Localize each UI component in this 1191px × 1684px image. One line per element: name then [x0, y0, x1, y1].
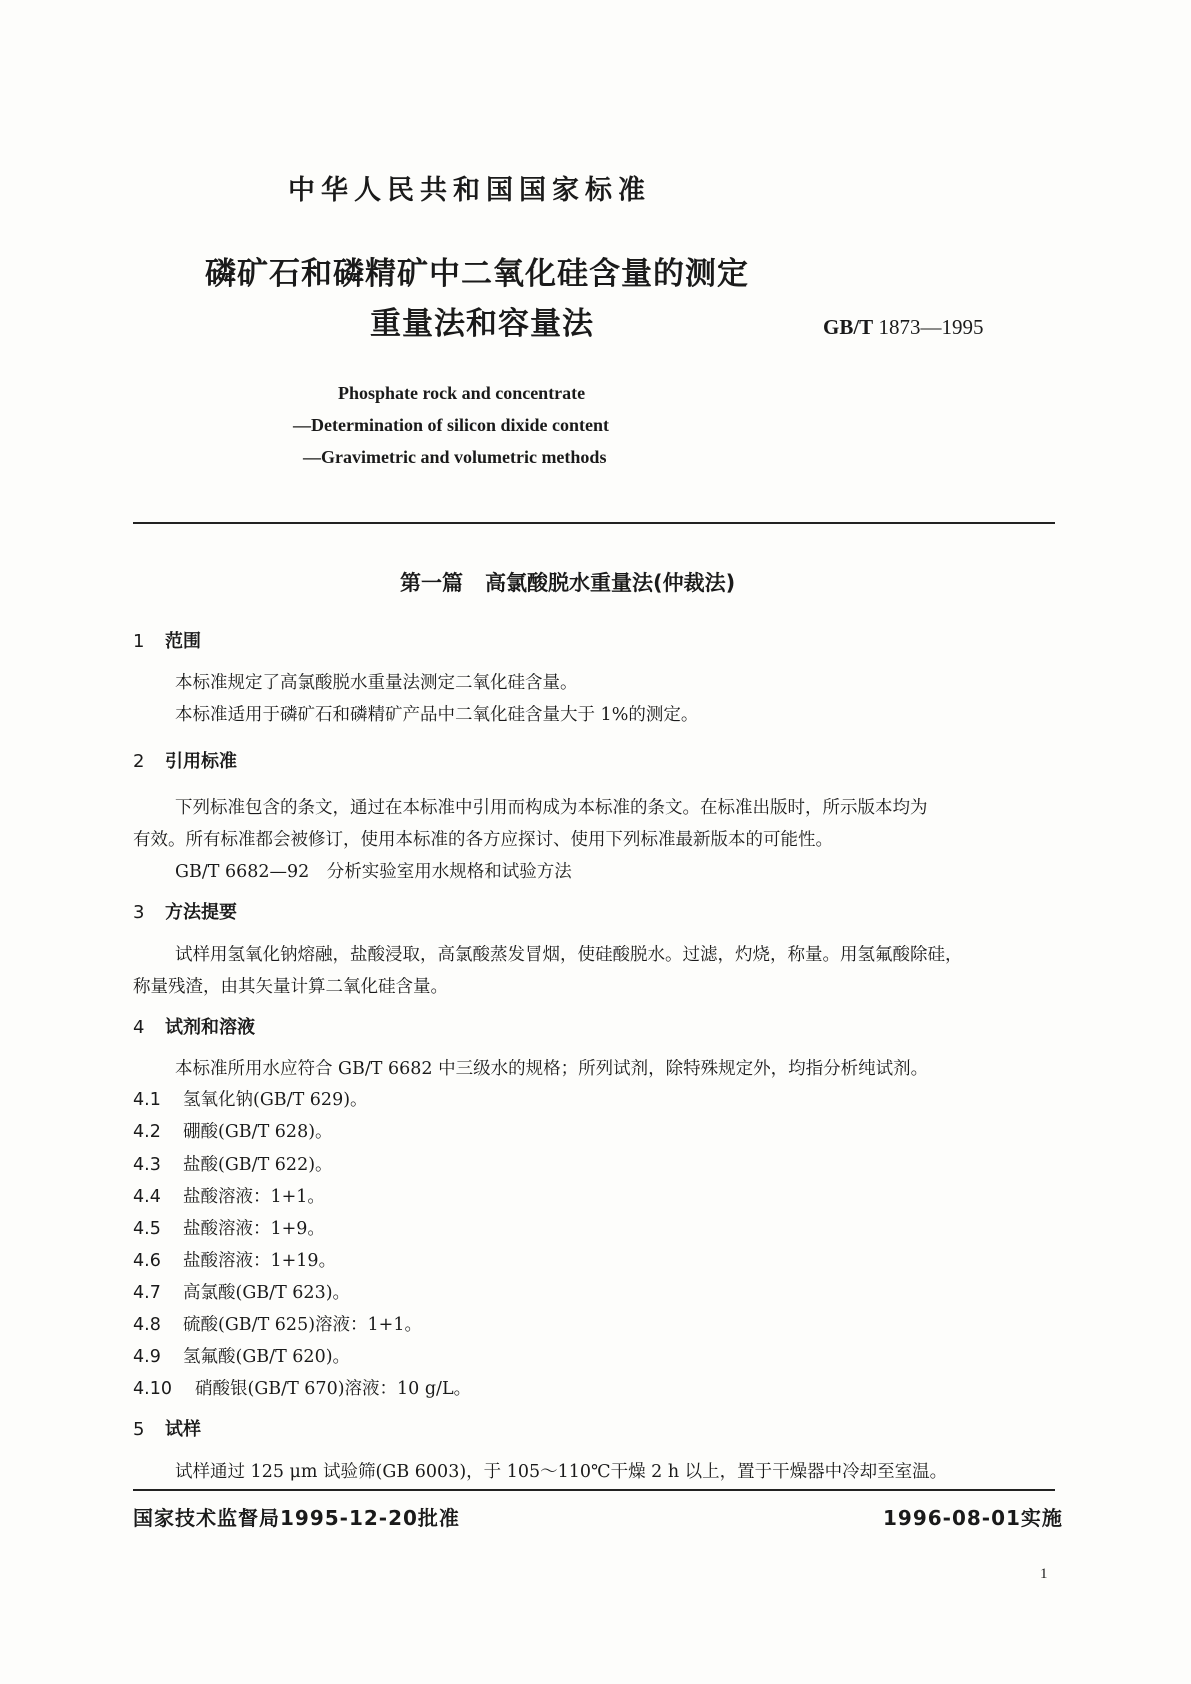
part-title — [400, 567, 735, 597]
document-title-line2: 重量法和容量法 — [370, 306, 594, 342]
section-title: 范围 — [165, 631, 201, 652]
section-number: 3 — [133, 902, 145, 923]
part-label: 第一篇 — [400, 571, 463, 595]
reference-item: GB/T 6682—92 分析实验室用水规格和试验方法 — [175, 862, 572, 882]
paragraph: 本标准规定了高氯酸脱水重量法测定二氧化硅含量。 — [175, 673, 578, 693]
document-title-line1: 磷矿石和磷精矿中二氧化硅含量的测定 — [205, 256, 749, 292]
english-title-line2: —Determination of silicon dixide content — [293, 415, 609, 435]
paragraph: 本标准所用水应符合 GB/T 6682 中三级水的规格；所列试剂，除特殊规定外，均指分析纯试剂。 — [175, 1059, 929, 1079]
standard-code: GB/T — [823, 315, 874, 339]
reagent-item: 4.3 盐酸(GB/T 622)。 — [133, 1155, 333, 1175]
paragraph: 称量残渣，由其矢量计算二氧化硅含量。 — [133, 977, 448, 997]
paragraph: 本标准适用于磷矿石和磷精矿产品中二氧化硅含量大于 1%的测定。 — [175, 705, 699, 725]
reagent-item: 4.7 高氯酸(GB/T 623)。 — [133, 1283, 351, 1303]
reagent-item: 4.1 氢氧化钠(GB/T 629)。 — [133, 1090, 368, 1110]
section-heading-normative-references — [133, 747, 237, 773]
section-heading-method-summary — [133, 898, 237, 924]
reagent-item: 4.8 硫酸(GB/T 625)溶液：1+1。 — [133, 1315, 422, 1335]
header-divider — [133, 522, 1055, 524]
reagent-item: 4.6 盐酸溶液：1+19。 — [133, 1251, 337, 1271]
reagent-item: 4.2 硼酸(GB/T 628)。 — [133, 1122, 333, 1142]
reagent-item: 4.4 盐酸溶液：1+1。 — [133, 1187, 325, 1207]
paragraph: 试样通过 125 μm 试验筛(GB 6003)，于 105～110℃干燥 2 h 以上，置于干燥器中冷却至室温。 — [175, 1462, 948, 1482]
english-title-line3: —Gravimetric and volumetric methods — [303, 447, 607, 467]
section-heading-scope — [133, 627, 201, 653]
paragraph: 有效。所有标准都会被修订，使用本标准的各方应探讨、使用下列标准最新版本的可能性。 — [133, 830, 833, 850]
section-number: 4 — [133, 1017, 145, 1038]
section-title: 方法提要 — [165, 902, 237, 923]
reagent-item: 4.5 盐酸溶液：1+9。 — [133, 1219, 325, 1239]
section-title: 引用标准 — [165, 751, 237, 772]
page-number: 1 — [1040, 1566, 1048, 1582]
implementation-date: 1996-08-01实施 — [883, 1506, 1063, 1530]
section-number: 2 — [133, 751, 145, 772]
section-number: 5 — [133, 1419, 145, 1440]
reagent-item: 4.9 氢氟酸(GB/T 620)。 — [133, 1347, 351, 1367]
section-title: 试样 — [165, 1419, 201, 1440]
section-title: 试剂和溶液 — [165, 1017, 255, 1038]
paragraph: 试样用氢氧化钠熔融，盐酸浸取，高氯酸蒸发冒烟，使硅酸脱水。过滤，灼烧，称量。用氢氟酸除硅， — [175, 945, 963, 965]
footer-divider — [133, 1489, 1055, 1491]
paragraph: 下列标准包含的条文，通过在本标准中引用而构成为本标准的条文。在标准出版时，所示版本均为 — [175, 798, 928, 818]
english-title-line1: Phosphate rock and concentrate — [338, 383, 586, 403]
standard-number-value: 1873—1995 — [878, 315, 984, 339]
section-number: 1 — [133, 631, 145, 652]
reagent-item: 4.10 硝酸银(GB/T 670)溶液：10 g/L。 — [133, 1379, 472, 1399]
part-title-text: 高氯酸脱水重量法(仲裁法) — [485, 571, 736, 595]
standard-number — [823, 315, 983, 340]
section-heading-reagents — [133, 1013, 255, 1039]
approval-info: 国家技术监督局1995-12-20批准 — [133, 1506, 460, 1530]
national-standard-heading: 中华人民共和国国家标准 — [288, 175, 651, 206]
section-heading-sample — [133, 1415, 201, 1441]
